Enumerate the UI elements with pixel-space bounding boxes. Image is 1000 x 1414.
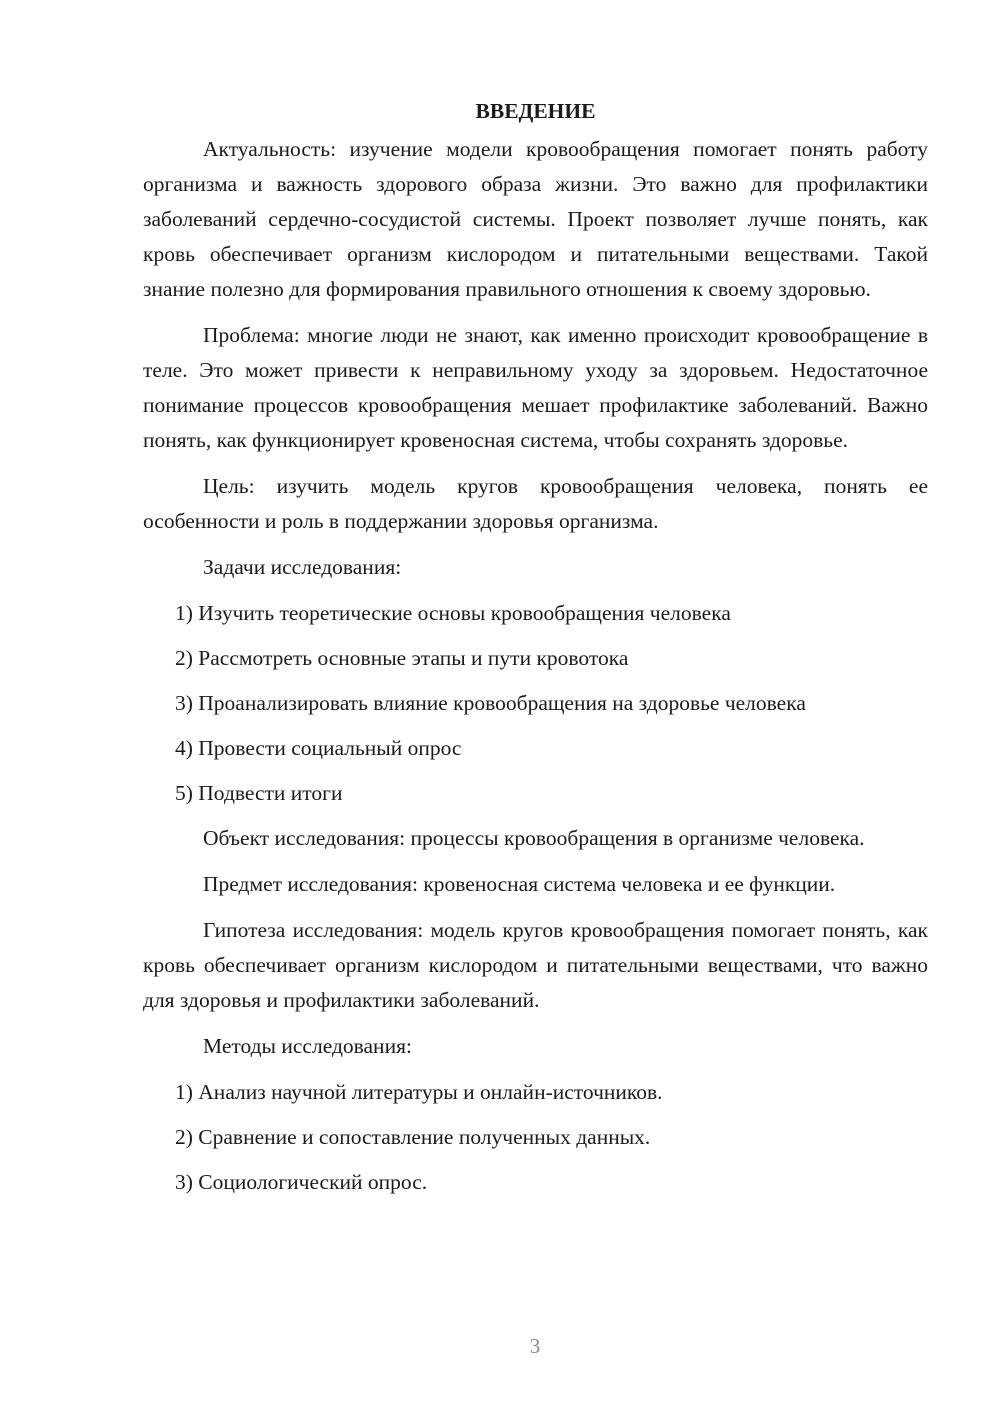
problem-paragraph: Проблема: многие люди не знают, как именно происходит кровообращение в теле. Это может привести к неправильному уходу за здоровьем. Недостаточное понимание процессов кровообращения мешает профилактике заболеваний. Важно понять, как функционирует кровеносная система, чтобы сохранять здоровье. [143,323,928,452]
relevance-paragraph: Актуальность: изучение модели кровообращения помогает понять работу организма и важность здорового образа жизни. Это важно для профилактики заболеваний сердечно-сосудистой системы. Проект позволяет лучше понять, как кровь обеспечивает организм кислородом и питательными веществами. Такой знание полезно для формирования правильного отношения к своему здоровью. [143,137,928,301]
task-item: 5) Подвести итоги [175,781,343,805]
document-body [143,96,928,1210]
method-item: 3) Социологический опрос. [175,1170,428,1194]
tasks-heading: Задачи исследования: [203,555,402,579]
task-item: 1) Изучить теоретические основы кровообращения человека [175,601,731,625]
methods-heading: Методы исследования: [203,1034,412,1058]
tasks-list [143,596,928,811]
methods-list [143,1075,928,1200]
hypothesis-paragraph: Гипотеза исследования: модель кругов кровообращения помогает понять, как кровь обеспечивает организм кислородом и питательными веществами, что важно для здоровья и профилактики заболеваний. [143,918,928,1012]
task-item: 2) Рассмотреть основные этапы и пути кровотока [175,646,629,670]
page-number: 3 [529,1334,541,1358]
section-title: ВВЕДЕНИЕ [475,99,596,123]
subject-paragraph: Предмет исследования: кровеносная система человека и ее функции. [203,872,836,896]
goal-paragraph: Цель: изучить модель кругов кровообращения человека, понять ее особенности и роль в поддержании здоровья организма. [143,474,928,533]
object-paragraph: Объект исследования: процессы кровообращения в организме человека. [203,826,865,850]
task-item: 3) Проанализировать влияние кровообращения на здоровье человека [175,691,806,715]
method-item: 2) Сравнение и сопоставление полученных данных. [175,1125,651,1149]
method-item: 1) Анализ научной литературы и онлайн-источников. [175,1080,663,1104]
task-item: 4) Провести социальный опрос [175,736,462,760]
